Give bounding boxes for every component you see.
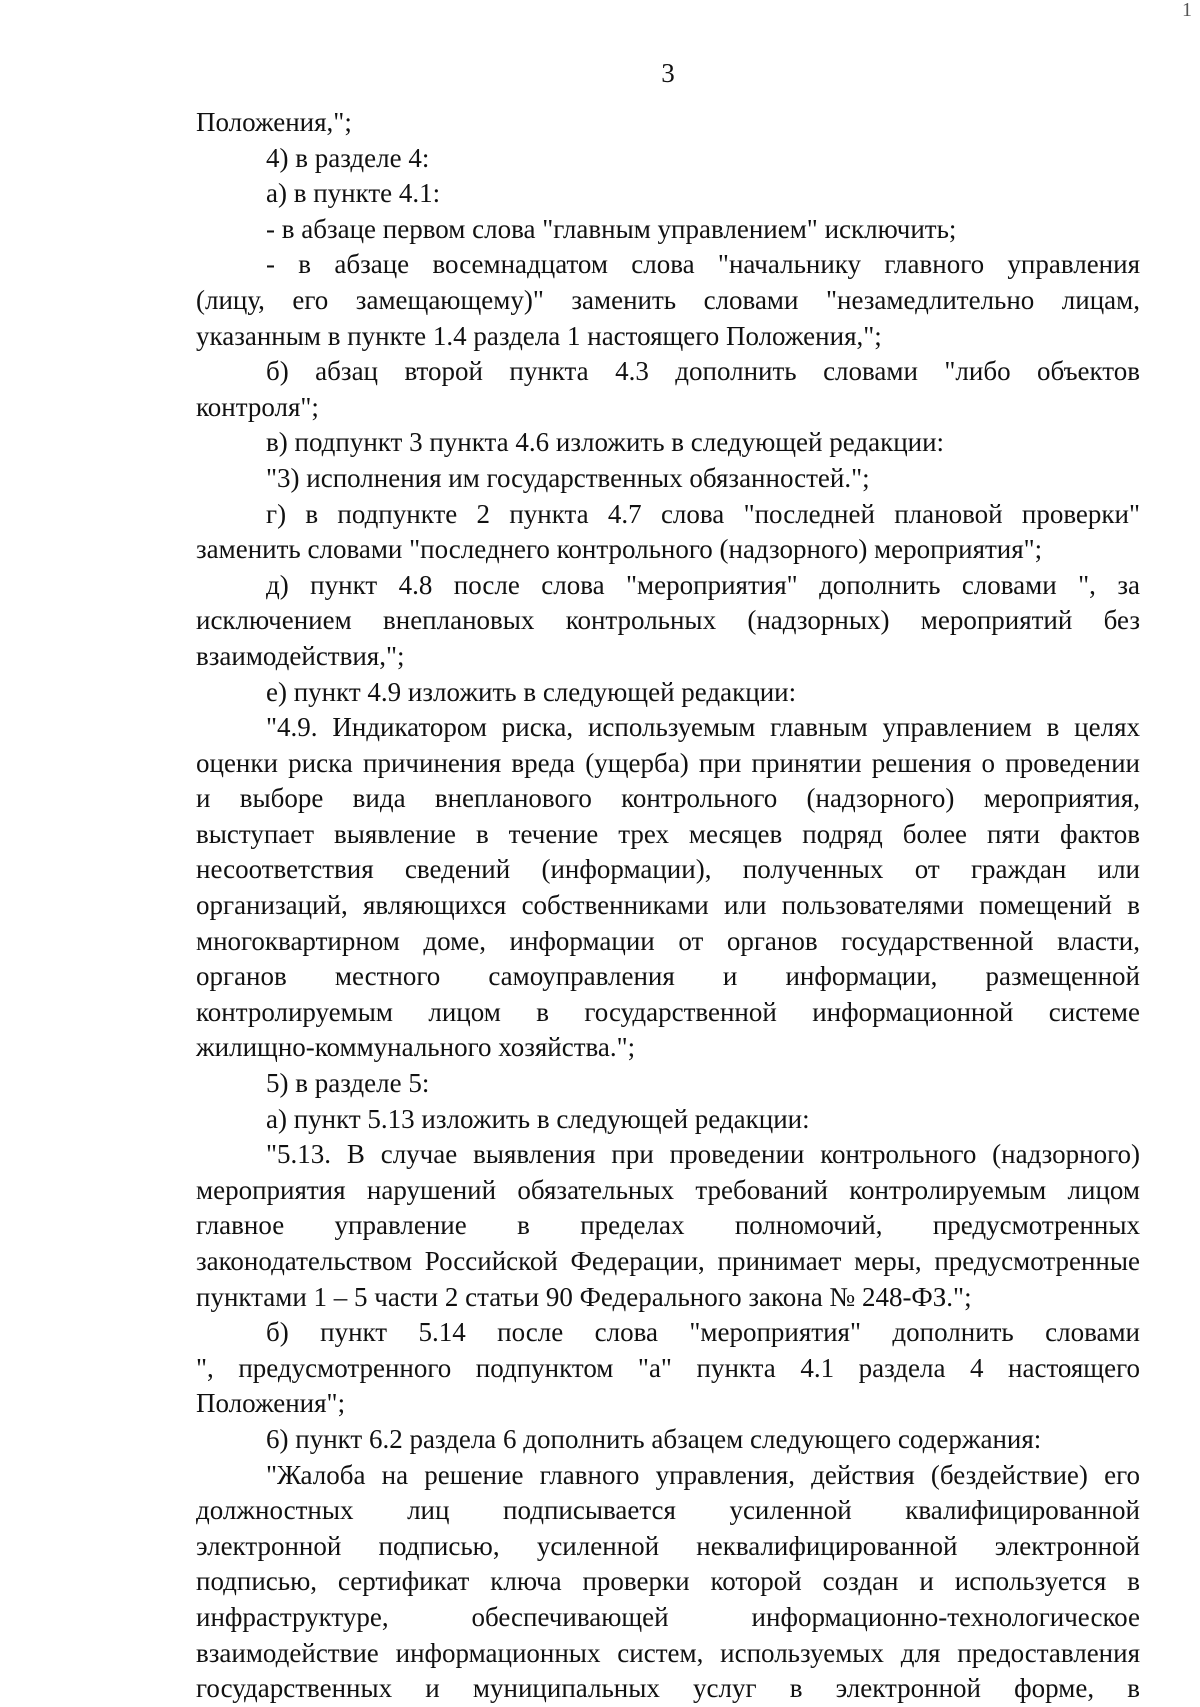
text-line: контролируемым лицом в государственной информационной системе (196, 996, 1140, 1027)
text-line: б) пункт 5.14 после слова "мероприятия" дополнить словами (266, 1317, 1140, 1348)
text-line: Положения"; (196, 1388, 346, 1419)
text-line: 4) в разделе 4: (266, 142, 430, 173)
text-line: государственных и муниципальных услуг в электронной форме, в (196, 1673, 1140, 1704)
document-body (196, 105, 1140, 1707)
text-line: оценки риска причинения вреда (ущерба) при принятии решения о проведении (196, 747, 1140, 778)
text-line: "Жалоба на решение главного управления, действия (бездействие) его (266, 1459, 1140, 1490)
text-line: электронной подписью, усиленной неквалифицированной электронной (196, 1530, 1140, 1561)
text-line: в) подпункт 3 пункта 4.6 изложить в следующей редакции: (266, 427, 945, 458)
text-line: б) абзац второй пункта 4.3 дополнить словами "либо объектов (266, 356, 1140, 387)
text-line: "4.9. Индикатором риска, используемым главным управлением в целях (266, 712, 1140, 743)
text-line: законодательством Российской Федерации, принимает меры, предусмотренные (196, 1246, 1140, 1276)
text-line: инфраструктуре, обеспечивающей информационно-технологическое (196, 1601, 1140, 1632)
text-line: и выборе вида внепланового контрольного (надзорного) мероприятия, (196, 783, 1140, 814)
page-number-text: 3 (661, 58, 675, 88)
text-line: взаимодействия,"; (196, 640, 405, 671)
corner-mark: 1 (1182, 0, 1192, 21)
text-line: указанным в пункте 1.4 раздела 1 настоящего Положения,"; (196, 320, 882, 351)
text-line: заменить словами "последнего контрольного (надзорного) мероприятия"; (196, 534, 1043, 565)
page-number (0, 58, 1200, 88)
text-line: Положения,"; (196, 107, 352, 137)
text-line: пунктами 1 – 5 части 2 статьи 90 Федерального закона № 248-ФЗ."; (196, 1281, 972, 1312)
text-line: е) пункт 4.9 изложить в следующей редакции: (266, 676, 797, 707)
text-line: подписью, сертификат ключа проверки которой создан и используется в (196, 1566, 1140, 1597)
text-line: несоответствия сведений (информации), полученных от граждан или (196, 854, 1140, 885)
text-line: а) пункт 5.13 изложить в следующей редакции: (266, 1103, 810, 1134)
text-line: "3) исполнения им государственных обязанностей."; (266, 462, 870, 493)
text-line: д) пункт 4.8 после слова "мероприятия" дополнить словами ", за (266, 569, 1140, 600)
text-line: жилищно-коммунального хозяйства."; (196, 1032, 636, 1063)
text-line: "5.13. В случае выявления при проведении контрольного (надзорного) (266, 1139, 1140, 1170)
text-line: взаимодействие информационных систем, используемых для предоставления (196, 1637, 1140, 1668)
text-line: организаций, являющихся собственниками или пользователями помещений в (196, 890, 1140, 921)
text-line: органов местного самоуправления и информации, размещенной (196, 961, 1140, 992)
text-line: исключением внеплановых контрольных (надзорных) мероприятий без (196, 605, 1140, 636)
text-line: должностных лиц подписывается усиленной квалифицированной (196, 1495, 1140, 1526)
text-line: контроля"; (196, 391, 319, 422)
text-line: 6) пункт 6.2 раздела 6 дополнить абзацем следующего содержания: (266, 1423, 1042, 1454)
text-line: г) в подпункте 2 пункта 4.7 слова "последней плановой проверки" (266, 498, 1140, 529)
text-line: 5) в разделе 5: (266, 1068, 430, 1099)
text-line: - в абзаце восемнадцатом слова "начальнику главного управления (266, 249, 1140, 280)
text-line: ", предусмотренного подпунктом "а" пункта 4.1 раздела 4 настоящего (196, 1352, 1140, 1383)
text-line: - в абзаце первом слова "главным управлением" исключить; (266, 213, 957, 244)
text-line: многоквартирном доме, информации от органов государственной власти, (196, 925, 1140, 956)
text-line: (лицу, его замещающему)" заменить словами "незамедлительно лицам, (196, 284, 1140, 315)
text-line: выступает выявление в течение трех месяцев подряд более пяти фактов (196, 818, 1140, 849)
text-line: главное управление в пределах полномочий, предусмотренных (196, 1210, 1140, 1241)
text-line: мероприятия нарушений обязательных требований контролируемым лицом (196, 1174, 1140, 1205)
text-line: а) в пункте 4.1: (266, 178, 441, 209)
